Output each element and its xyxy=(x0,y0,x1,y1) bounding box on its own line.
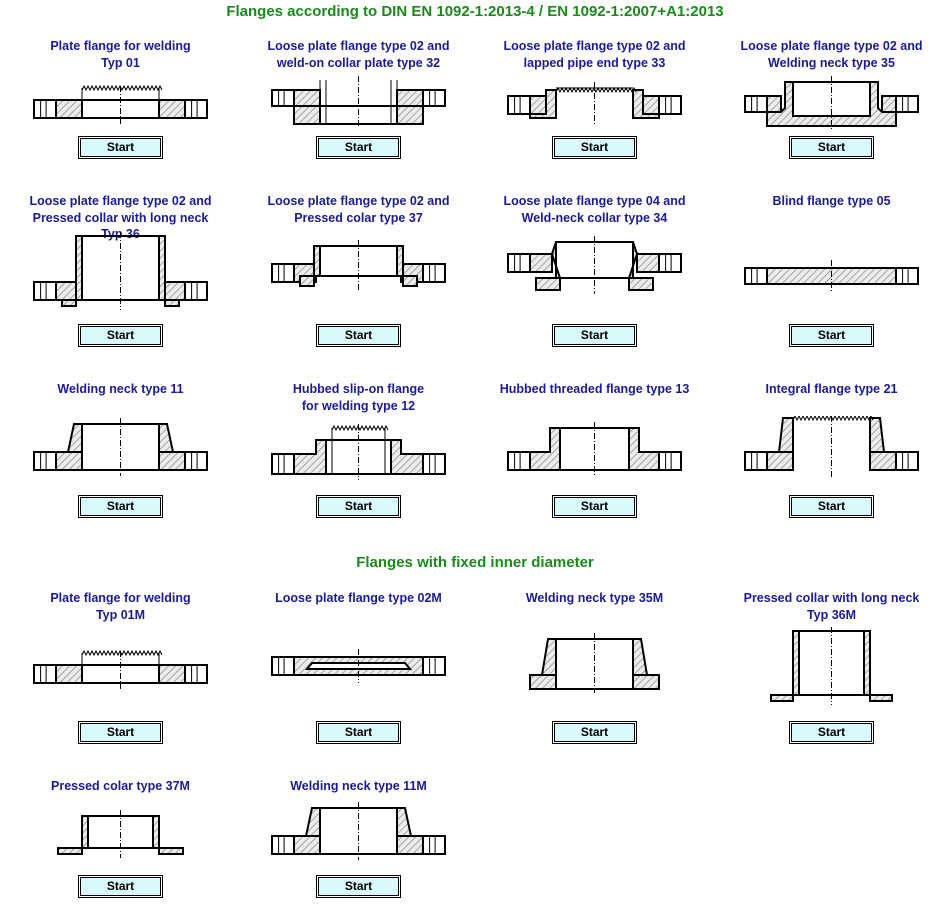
flange-title: Loose plate flange type 04 and Weld-neck collar type 34 xyxy=(503,194,686,225)
flange-title: Loose plate flange type 02 and Pressed collar with long neck Typ 36 xyxy=(29,194,212,241)
flange-title: Hubbed threaded flange type 13 xyxy=(499,382,690,396)
flange-cross-section xyxy=(2,62,239,142)
flange-title: Pressed collar with long neck Typ 36M xyxy=(743,591,920,622)
start-button[interactable]: Start xyxy=(791,138,872,157)
flange-drawing xyxy=(240,800,477,880)
flange-title: Loose plate flange type 02M xyxy=(275,591,442,605)
flange-cross-section xyxy=(2,800,239,880)
start-button[interactable]: Start xyxy=(554,497,635,516)
flange-cross-section xyxy=(240,627,477,707)
start-button[interactable]: Start xyxy=(80,326,161,345)
flange-cross-section xyxy=(476,62,713,142)
start-button[interactable]: Start xyxy=(554,723,635,742)
start-button[interactable]: Start xyxy=(80,877,161,896)
flange-drawing xyxy=(476,627,713,707)
start-button[interactable]: Start xyxy=(554,138,635,157)
start-button[interactable]: Start xyxy=(318,723,399,742)
start-button[interactable]: Start xyxy=(318,497,399,516)
flange-title: Loose plate flange type 02 and Welding neck type 35 xyxy=(740,39,923,70)
start-button[interactable]: Start xyxy=(80,723,161,742)
flange-drawing xyxy=(476,416,713,496)
flange-title: Loose plate flange type 02 and weld-on collar plate type 32 xyxy=(267,39,450,70)
flange-cross-section xyxy=(240,232,477,312)
start-button[interactable]: Start xyxy=(791,326,872,345)
flange-title: Pressed colar type 37M xyxy=(51,779,190,793)
flange-cross-section xyxy=(476,232,713,312)
start-button[interactable]: Start xyxy=(318,138,399,157)
flange-drawing xyxy=(2,627,239,707)
flange-cross-section xyxy=(713,62,950,142)
flange-title: Welding neck type 11 xyxy=(57,382,184,396)
flange-cross-section xyxy=(476,416,713,496)
flange-drawing xyxy=(2,62,239,142)
flange-title: Plate flange for welding Typ 01 xyxy=(50,39,191,70)
flange-drawing xyxy=(240,62,477,142)
flange-title: Integral flange type 21 xyxy=(765,382,898,396)
flange-title: Loose plate flange type 02 and Pressed colar type 37 xyxy=(267,194,450,225)
section-title-fixed-inner-diameter: Flanges with fixed inner diameter xyxy=(356,554,594,571)
start-button[interactable]: Start xyxy=(318,326,399,345)
flange-cross-section xyxy=(240,800,477,880)
flange-drawing xyxy=(713,62,950,142)
flange-drawing xyxy=(476,232,713,312)
start-button[interactable]: Start xyxy=(80,138,161,157)
flange-drawing xyxy=(713,416,950,496)
flange-drawing xyxy=(713,232,950,312)
flange-drawing xyxy=(240,416,477,496)
flange-cross-section xyxy=(713,416,950,496)
section-title-din-en-1092: Flanges according to DIN EN 1092-1:2013-4 / EN 1092-1:2007+A1:2013 xyxy=(226,3,724,20)
start-button[interactable]: Start xyxy=(80,497,161,516)
flange-drawing xyxy=(713,627,950,707)
flange-cross-section xyxy=(476,627,713,707)
flange-title: Plate flange for welding Typ 01M xyxy=(50,591,191,622)
flange-cross-section xyxy=(2,627,239,707)
flange-drawing xyxy=(2,232,239,312)
flange-title: Loose plate flange type 02 and lapped pipe end type 33 xyxy=(503,39,686,70)
flange-cross-section xyxy=(2,232,239,312)
flange-title: Hubbed slip-on flange for welding type 12 xyxy=(292,382,425,413)
flange-cross-section xyxy=(240,416,477,496)
flange-drawing xyxy=(240,627,477,707)
flange-title: Welding neck type 35M xyxy=(525,591,664,605)
flange-title: Welding neck type 11M xyxy=(290,779,427,793)
start-button[interactable]: Start xyxy=(318,877,399,896)
flange-drawing xyxy=(2,416,239,496)
flange-drawing xyxy=(476,62,713,142)
flange-drawing xyxy=(240,232,477,312)
start-button[interactable]: Start xyxy=(791,497,872,516)
start-button[interactable]: Start xyxy=(554,326,635,345)
flange-title: Blind flange type 05 xyxy=(772,194,891,208)
flange-cross-section xyxy=(713,627,950,707)
flange-cross-section xyxy=(240,62,477,142)
flange-cross-section xyxy=(713,232,950,312)
start-button[interactable]: Start xyxy=(791,723,872,742)
flange-cross-section xyxy=(2,416,239,496)
flange-drawing xyxy=(2,800,239,880)
